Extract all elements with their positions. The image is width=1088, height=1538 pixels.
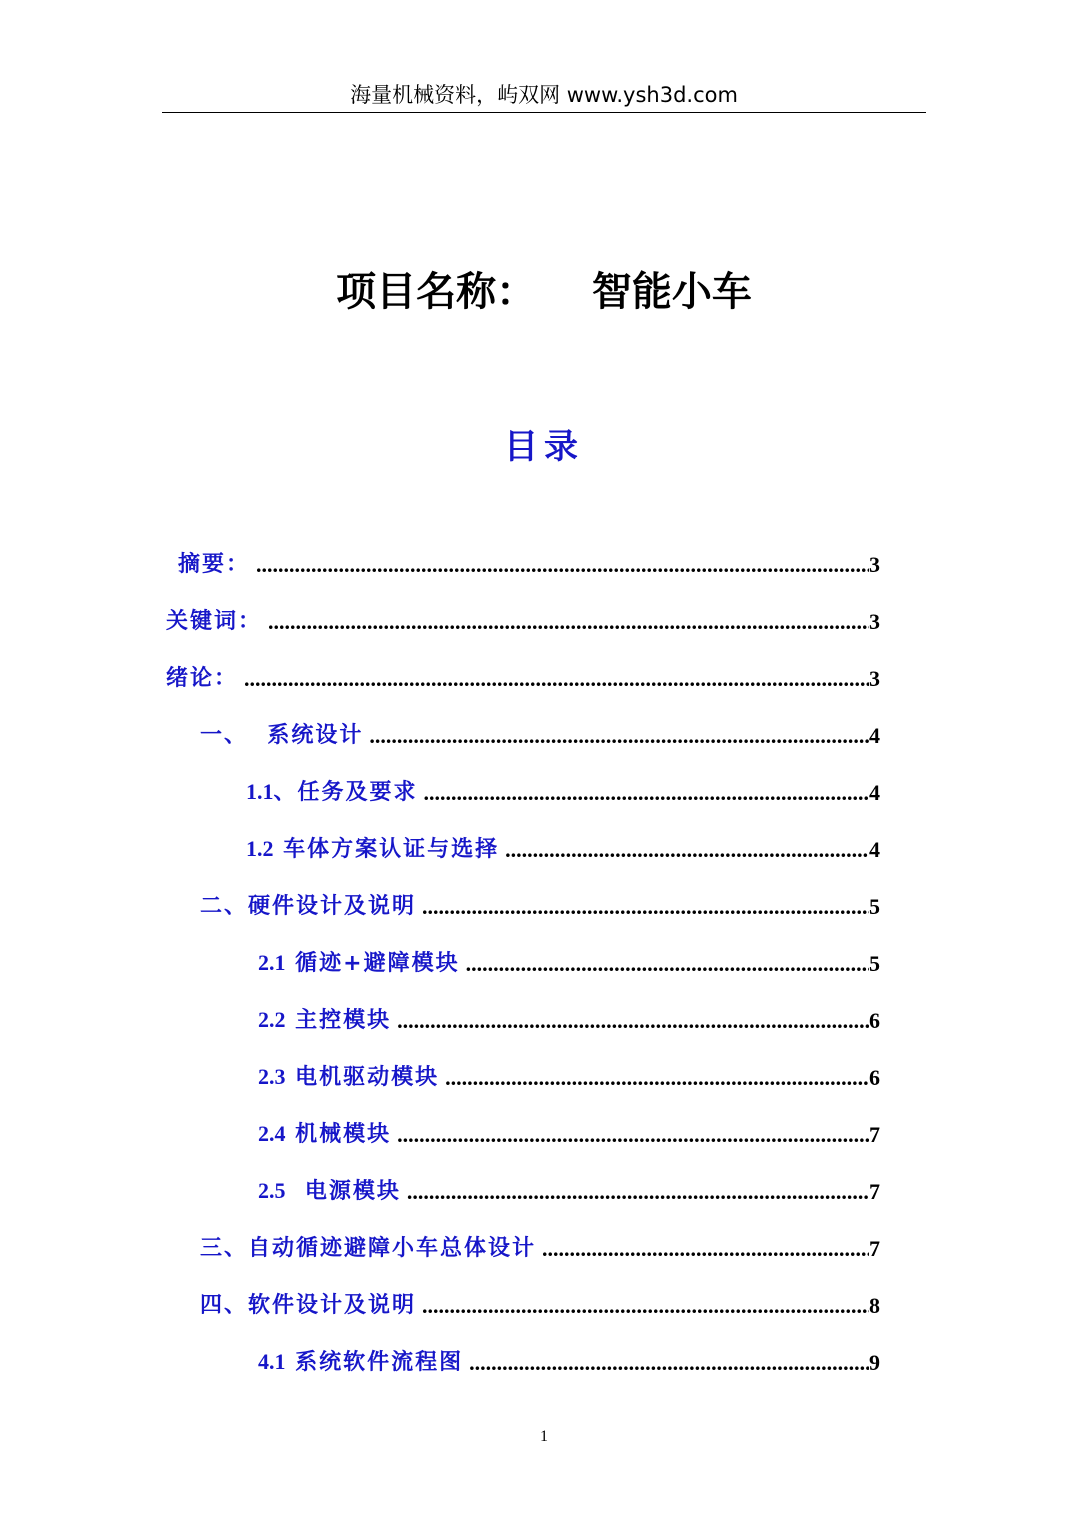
toc-entry[interactable] — [246, 768, 880, 808]
toc-entry-label: 三、自动循迹避障小车总体设计 — [200, 1236, 537, 1261]
toc-entry-page: 7 — [869, 1179, 880, 1204]
toc-entry-page: 5 — [869, 951, 880, 976]
toc-entry-page: 3 — [869, 609, 880, 634]
toc-entry-number: 2.5 — [258, 1178, 286, 1203]
toc-leader — [397, 1006, 869, 1036]
toc-entry-page: 8 — [869, 1293, 880, 1318]
toc-leader — [422, 892, 869, 922]
toc-entry-text: 车体方案认证与选择 — [273, 837, 500, 862]
toc-entry-number: 2.1 — [258, 950, 286, 975]
toc-entry-label — [258, 1062, 445, 1093]
toc-entry[interactable] — [258, 1167, 880, 1207]
toc-entry-page: 4 — [869, 780, 880, 805]
header-rule — [162, 112, 926, 113]
toc-entry-label — [258, 948, 466, 979]
toc-entry-page: 3 — [869, 666, 880, 691]
toc-entry-label — [246, 834, 505, 865]
toc-leader — [424, 778, 869, 808]
toc-leader — [369, 721, 869, 751]
toc-entry[interactable] — [200, 711, 880, 751]
toc-entry-label: 绪论： — [166, 666, 239, 691]
toc-leader — [268, 607, 869, 637]
page-header: 海量机械资料，屿双网 www.ysh3d.com — [350, 83, 738, 107]
toc-entry[interactable] — [258, 1338, 880, 1378]
toc-entry-label — [258, 1347, 469, 1378]
toc-entry-page: 6 — [869, 1008, 880, 1033]
toc-entry-label — [258, 1005, 397, 1036]
toc-entry-page: 4 — [869, 837, 880, 862]
project-title-label: 项目名称： — [336, 269, 537, 315]
toc-entry-number: 2.4 — [258, 1121, 286, 1146]
toc-leader — [466, 949, 869, 979]
toc-entry-label — [258, 1119, 397, 1150]
toc-entry[interactable] — [258, 1053, 880, 1093]
toc-entry[interactable] — [166, 654, 880, 694]
toc-leader — [244, 664, 869, 694]
toc-leader — [256, 550, 869, 580]
toc-leader — [407, 1177, 869, 1207]
toc-entry-page: 7 — [869, 1236, 880, 1261]
toc-entry-text: 循迹+避障模块 — [285, 951, 460, 976]
toc-entry[interactable] — [246, 825, 880, 865]
toc-entry-text: 、任务及要求 — [273, 780, 418, 805]
toc-entry-label — [246, 777, 424, 808]
toc-entry[interactable] — [258, 939, 880, 979]
toc-entry[interactable] — [178, 540, 880, 580]
toc-entry-number: 1.2 — [246, 836, 274, 861]
project-title-value: 智能小车 — [591, 269, 752, 315]
toc-entry[interactable] — [200, 882, 880, 922]
toc-entry-label: 关键词： — [166, 609, 263, 634]
toc-entry-text: 电机驱动模块 — [285, 1065, 440, 1090]
toc-leader — [422, 1291, 869, 1321]
toc-entry-number: 2.2 — [258, 1007, 286, 1032]
toc-entry[interactable] — [258, 996, 880, 1036]
toc-entry-label — [258, 1176, 407, 1207]
toc-entry-text: 系统软件流程图 — [285, 1350, 464, 1375]
toc-entry[interactable] — [258, 1110, 880, 1150]
toc-leader — [469, 1348, 869, 1378]
toc-entry-label: 二、硬件设计及说明 — [200, 894, 417, 919]
toc-entry-page: 9 — [869, 1350, 880, 1375]
toc-entry-text: 机械模块 — [285, 1122, 392, 1147]
toc-entry-label: 摘要： — [178, 552, 251, 577]
toc-entry-page: 3 — [869, 552, 880, 577]
toc-leader — [542, 1234, 869, 1264]
toc-entry-number: 1.1 — [246, 779, 274, 804]
toc-entry-page: 6 — [869, 1065, 880, 1090]
toc-entry-label: 四、软件设计及说明 — [200, 1293, 417, 1318]
toc-entry-page: 7 — [869, 1122, 880, 1147]
toc-entry-page: 5 — [869, 894, 880, 919]
toc-entry-page: 4 — [869, 723, 880, 748]
toc-leader — [397, 1120, 869, 1150]
toc-leader — [445, 1063, 869, 1093]
toc-entry-label: 一、 系统设计 — [200, 723, 364, 748]
toc-entry-text: 电源模块 — [285, 1179, 401, 1204]
toc-leader — [505, 835, 869, 865]
toc-entry[interactable] — [166, 597, 880, 637]
toc-entry[interactable] — [200, 1224, 880, 1264]
project-title — [0, 262, 1088, 322]
toc-entry-number: 2.3 — [258, 1064, 286, 1089]
toc-entry-text: 主控模块 — [285, 1008, 392, 1033]
toc-heading: 目录 — [504, 427, 584, 467]
toc-entry[interactable] — [200, 1281, 880, 1321]
toc-entry-number: 4.1 — [258, 1349, 286, 1374]
page-number: 1 — [540, 1428, 548, 1445]
